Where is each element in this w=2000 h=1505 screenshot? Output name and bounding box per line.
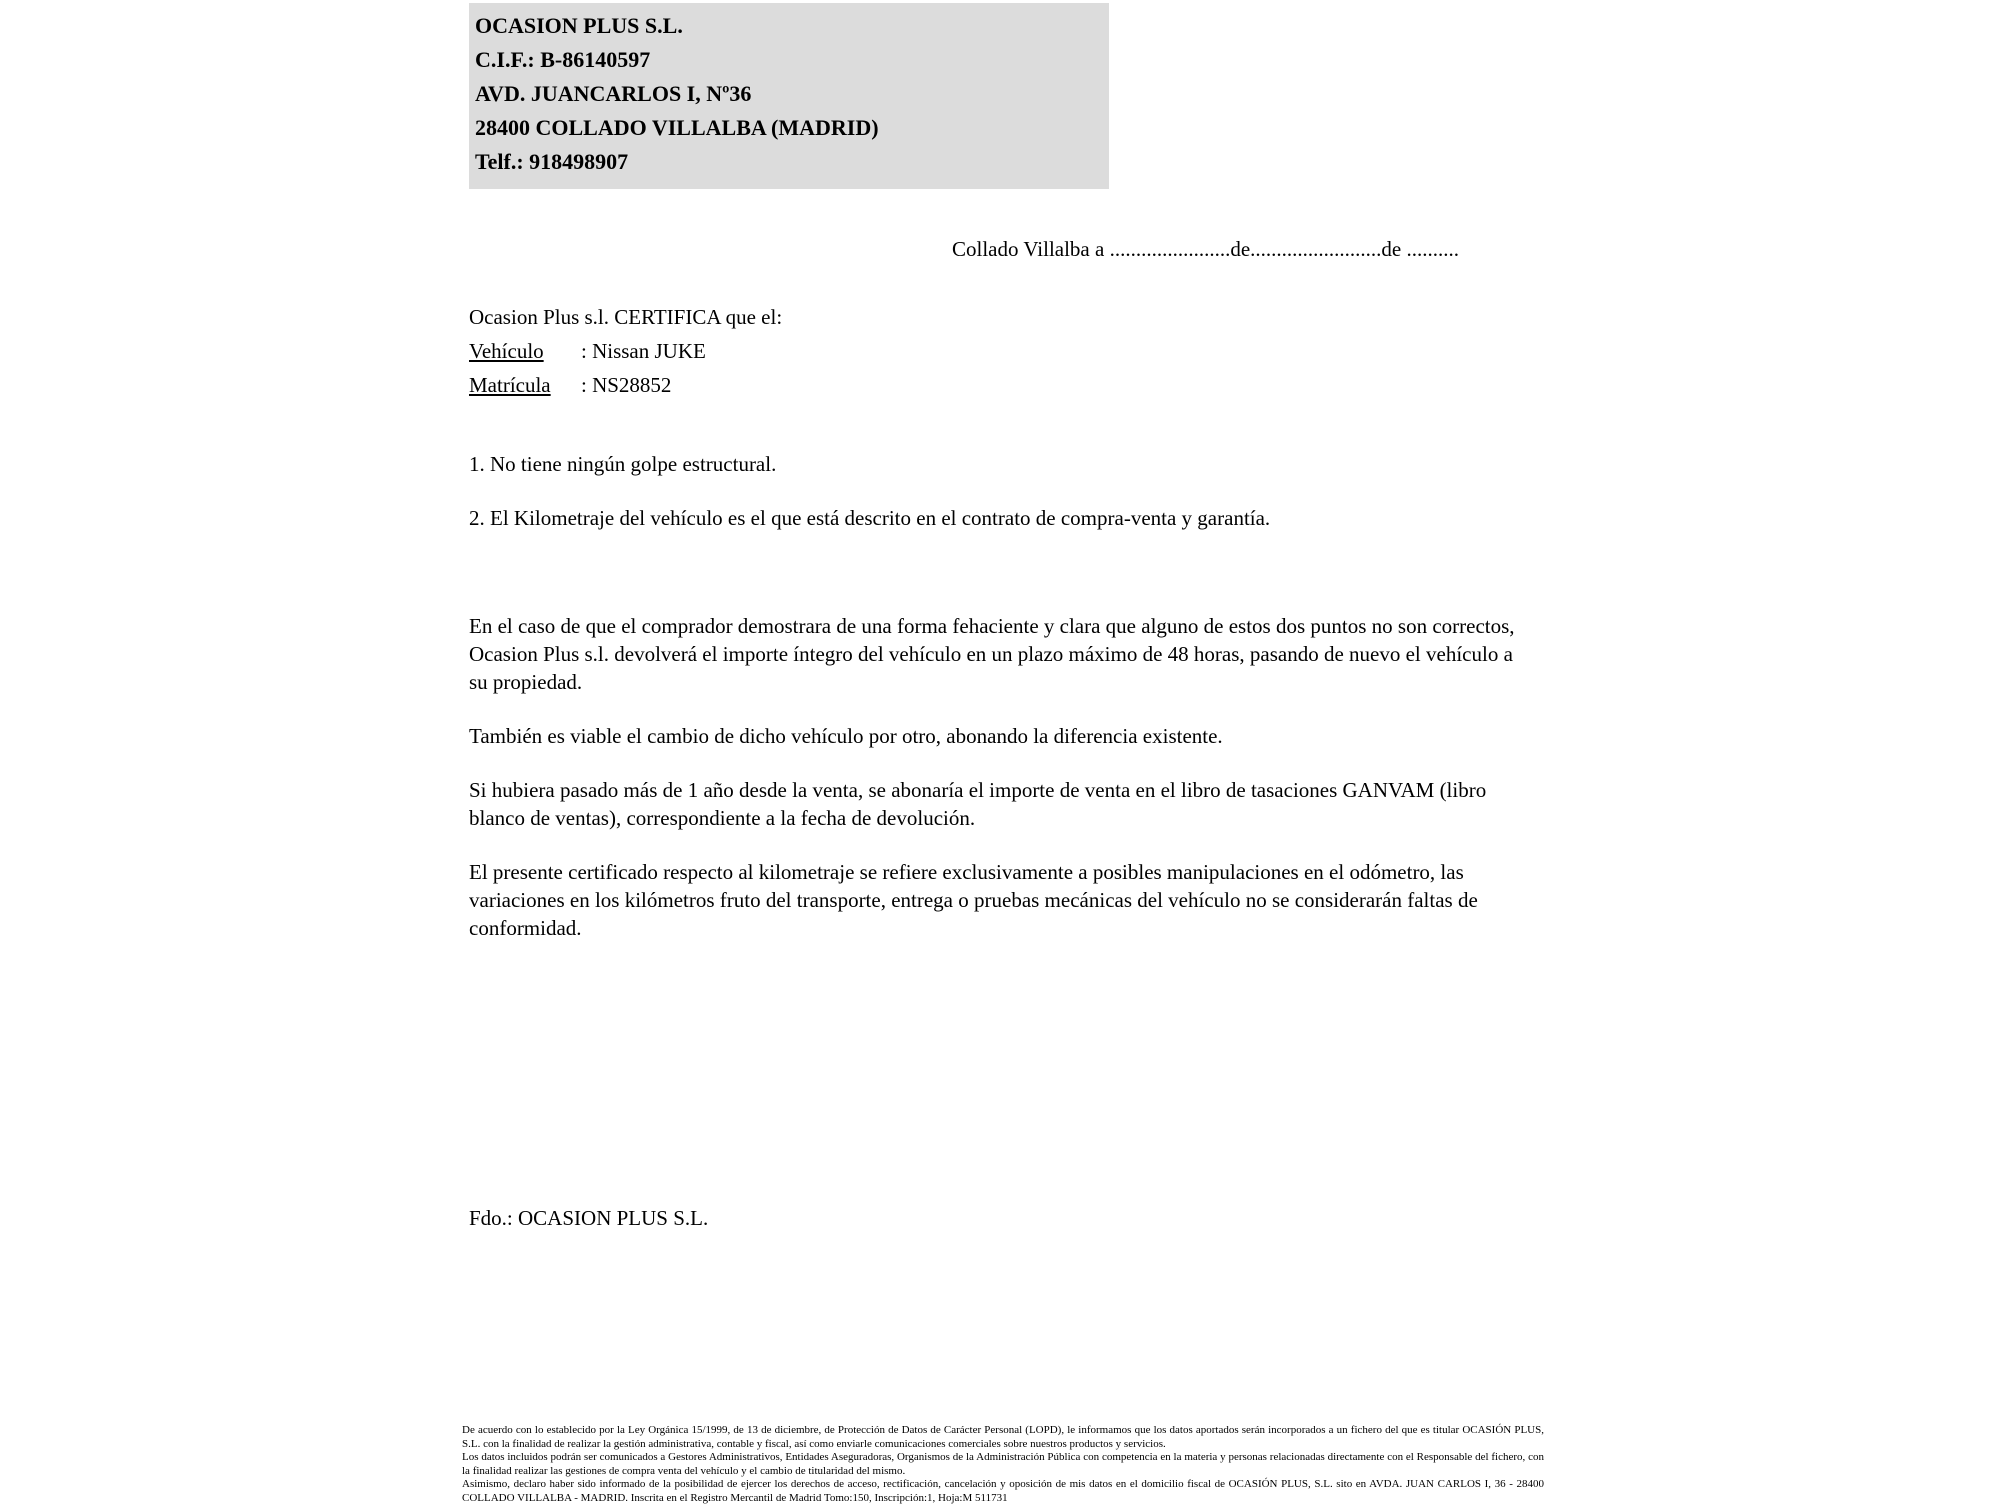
company-cif: C.I.F.: B-86140597 xyxy=(475,47,651,72)
legal-paragraph-lopd: De acuerdo con lo establecido por la Ley Orgánica 15/1999, de 13 de diciembre, de Protección de Datos de Carácter Personal (LOPD), le informamos que los datos aportados serán incorporados a un fichero del que es titular OCASIÓN PLUS, S.L. con la finalidad de realizar la gestión administrativa, contable y fiscal, así como enviarle comunicaciones comerciales sobre nuestros productos y servicios. xyxy=(462,1424,1544,1450)
company-name: OCASION PLUS S.L. xyxy=(475,13,683,38)
legal-paragraph-rights: Asimismo, declaro haber sido informado de la posibilidad de ejercer los derechos de acceso, rectificación, cancelación y oposición de mis datos en el domicilio fiscal de OCASIÓN PLUS, S.L. sito en AVDA. JUAN CARLOS I, 36 - 28400 COLLADO VILLALBA - MADRID. Inscrita en el Registro Mercantil de Madrid Tomo:150, Inscripción:1, Hoja:M 511731 xyxy=(462,1478,1544,1504)
point-mileage: 2. El Kilometraje del vehículo es el que está descrito en el contrato de compra-venta y garantía. xyxy=(469,506,1271,530)
paragraph-refund: En el caso de que el comprador demostrara de una forma fehaciente y clara que alguno de estos dos puntos no son correctos, Ocasion Plus s.l. devolverá el importe íntegro del vehículo en un plazo máximo de 48 horas, pasando de nuevo el vehículo a su propiedad. xyxy=(469,614,1515,694)
plate-label: Matrícula xyxy=(469,373,551,397)
vehicle-label: Vehículo xyxy=(469,339,544,363)
paragraph-exchange: También es viable el cambio de dicho vehículo por otro, abonando la diferencia existente. xyxy=(469,724,1223,748)
legal-footer xyxy=(462,1424,1544,1505)
vehicle-row xyxy=(469,334,1531,368)
plate-value: : NS28852 xyxy=(581,373,672,397)
signature-line: Fdo.: OCASION PLUS S.L. xyxy=(469,1206,709,1230)
paragraph-odometer: El presente certificado respecto al kilometraje se refiere exclusivamente a posibles manipulaciones en el odómetro, las variaciones en los kilómetros fruto del transporte, entrega o pruebas mecánicas del vehículo no se considerarán faltas de conformidad. xyxy=(469,860,1478,940)
company-city: 28400 COLLADO VILLALBA (MADRID) xyxy=(475,115,879,140)
company-header-box xyxy=(469,3,1109,189)
paragraph-ganvam: Si hubiera pasado más de 1 año desde la venta, se abonaría el importe de venta en el libro de tasaciones GANVAM (libro blanco de ventas), correspondiente a la fecha de devolución. xyxy=(469,778,1487,830)
company-phone: Telf.: 918498907 xyxy=(475,149,629,174)
certify-intro: Ocasion Plus s.l. CERTIFICA que el: xyxy=(469,305,783,329)
date-line: Collado Villalba a .......................de.........................de .......... xyxy=(952,237,1459,261)
document-body xyxy=(469,300,1531,968)
vehicle-value: : Nissan JUKE xyxy=(581,339,706,363)
legal-paragraph-data-sharing: Los datos incluidos podrán ser comunicados a Gestores Administrativos, Entidades Aseguradoras, Organismos de la Administración Pública con competencia en la materia y personas relacionadas directamente con el Responsable del fichero, con la finalidad realizar las gestiones de compra venta del vehículo y el cambio de titularidad del mismo. xyxy=(462,1451,1544,1477)
plate-row xyxy=(469,368,1531,402)
point-structural: 1. No tiene ningún golpe estructural. xyxy=(469,452,777,476)
company-address: AVD. JUANCARLOS I, Nº36 xyxy=(475,81,752,106)
certification-block xyxy=(469,300,1531,402)
